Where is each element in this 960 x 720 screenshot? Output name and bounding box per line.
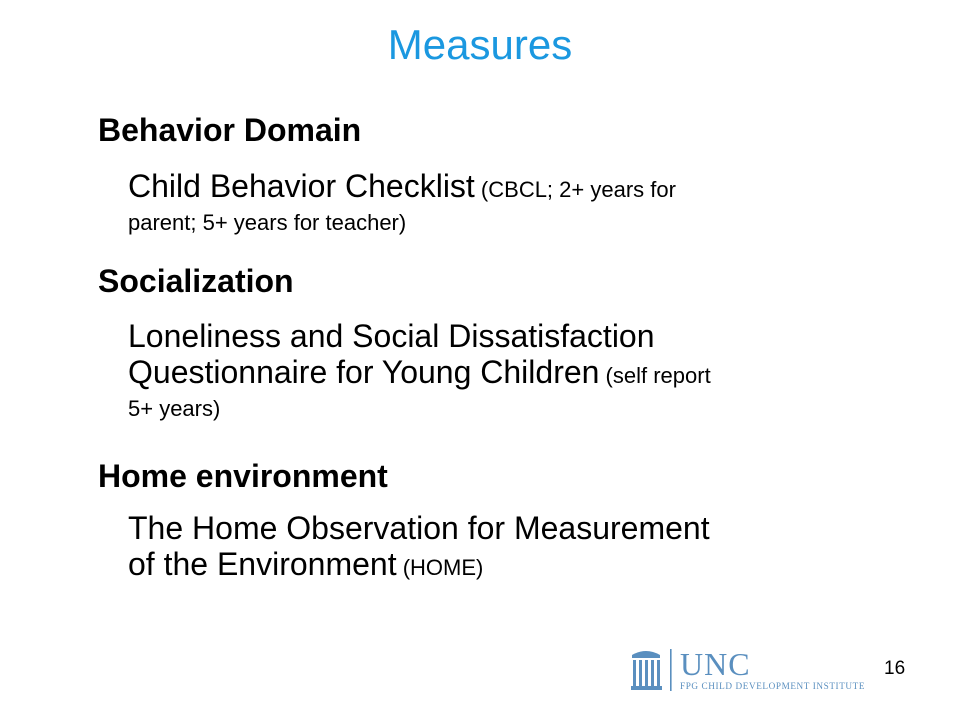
section-heading-behavior: Behavior Domain xyxy=(98,112,362,148)
unc-logo-graphic xyxy=(628,647,880,693)
item-detail-line: parent; 5+ years for teacher) xyxy=(128,210,407,235)
svg-text:FPG CHILD DEVELOPMENT INSTITUT: FPG CHILD DEVELOPMENT INSTITUTE xyxy=(680,681,866,691)
item-line-2: of the Environment xyxy=(128,546,397,582)
item-line-1: The Home Observation for Measurement xyxy=(128,510,710,546)
section-heading-socialization: Socialization xyxy=(98,263,294,299)
item-detail-text: (self report xyxy=(599,363,711,388)
svg-text:UNC: UNC xyxy=(680,647,751,682)
section-item-cbcl xyxy=(128,168,928,238)
item-detail-text: (HOME) xyxy=(396,555,484,580)
item-detail-line: 5+ years) xyxy=(128,396,221,421)
old-well-icon xyxy=(631,651,662,690)
page-number: 16 xyxy=(884,658,906,679)
section-item-home xyxy=(128,510,928,586)
slide-title: Measures xyxy=(387,21,573,68)
item-line-2: Questionnaire for Young Children xyxy=(128,354,600,390)
section-item-loneliness xyxy=(128,318,928,424)
unc-fpg-logo xyxy=(628,647,880,693)
section-heading-home: Home environment xyxy=(98,458,388,494)
item-main-text: Child Behavior Checklist xyxy=(128,168,475,204)
item-line-1: Loneliness and Social Dissatisfaction xyxy=(128,318,655,354)
item-detail-text: (CBCL; 2+ years for xyxy=(474,177,676,202)
